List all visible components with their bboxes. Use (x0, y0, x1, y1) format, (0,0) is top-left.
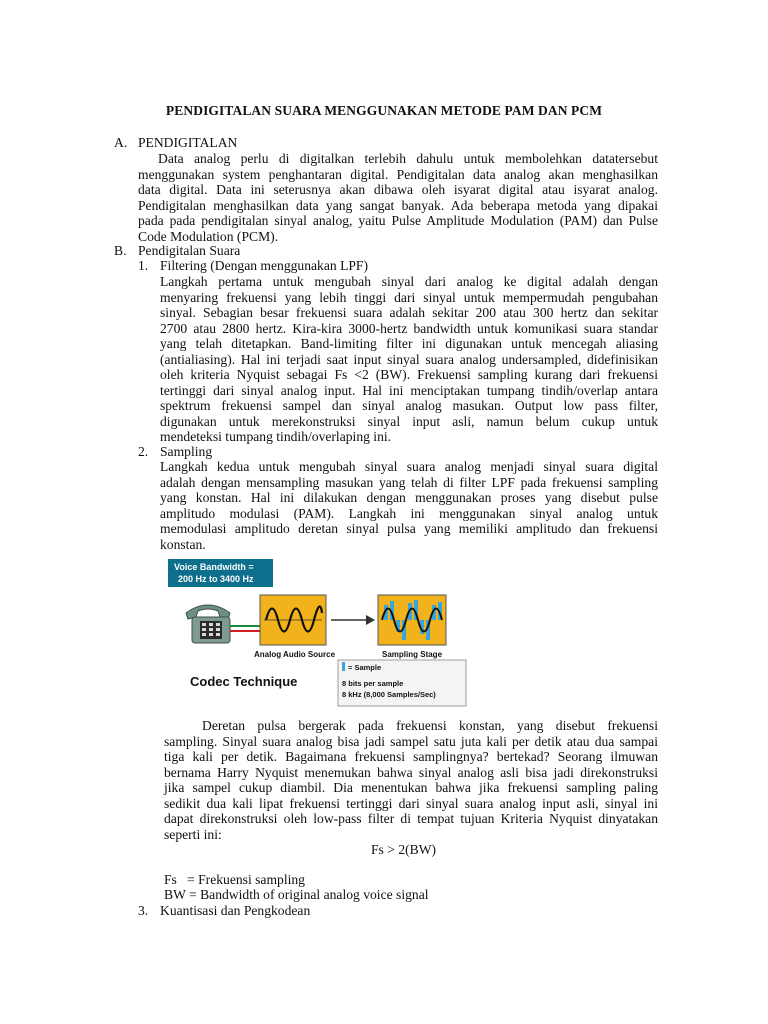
text-line: bernama Harry Nyquist menemukan bahwa sinyal analog asli bisa jadi direkonstruksi (164, 764, 658, 780)
sampling-stage-label: Sampling Stage (382, 650, 443, 659)
item-3-heading: Kuantisasi dan Pengkodean (160, 903, 311, 918)
nyquist-formula: Fs > 2(BW) (371, 842, 437, 857)
bandwidth-line1: Voice Bandwidth = (174, 562, 254, 572)
text-line: (antialiasing). Hal ini terjadi saat input sinyal suara analog undersampled, didefinisikan (160, 351, 658, 367)
text-line: jika sampel cukup diambil. Dia menentukan bahwa jika frekuensi sampling paling (164, 780, 658, 795)
text-line: seperti ini: (164, 826, 222, 842)
legend-bits: 8 bits per sample (342, 679, 404, 688)
telephone-icon (186, 605, 230, 643)
text-line: tiga kali per detik. Bagaimana frekuensi samplingnya? bertekad? Seorang ilmuwan (164, 749, 658, 764)
text-line: konstan. (160, 536, 206, 552)
bandwidth-line2: 200 Hz to 3400 Hz (178, 574, 254, 584)
analog-source-label: Analog Audio Source (254, 650, 336, 659)
section-a-marker: A. (114, 135, 128, 150)
item-1-heading: Filtering (Dengan menggunakan LPF) (160, 258, 369, 273)
text-line: sampling. Sinyal suara analog bisa jadi sampel satu juta kali per detik atau dua sampai (164, 733, 658, 749)
definition-fs: Fs = Frekuensi sampling (164, 872, 305, 887)
legend-sample: = Sample (348, 663, 382, 672)
item-1-marker: 1. (138, 258, 149, 273)
sampling-paragraph (164, 718, 658, 842)
definition-bw: BW = Bandwidth of original analog voice signal (164, 887, 429, 902)
text-line: 2700 atau 2800 hertz. Kira-kira 3000-hertz bandwidth untuk komunikasi suara standar (160, 320, 658, 336)
text-line: Code Modulation (PCM). (138, 228, 279, 244)
item-3-marker: 3. (138, 903, 149, 918)
text-line: yang konstan. Hal ini dilakukan dengan menggunakan proses yang disebut pulse (160, 490, 658, 505)
section-b-marker: B. (114, 243, 127, 258)
text-line: dapat direkonstruksi oleh low-pass filter di tempat tujuan Kriteria Nyquist dinyatakan (164, 811, 658, 826)
text-line: menggunakan system penghantaran digital. Pendigitalan data analog akan menghasilkan (138, 166, 658, 182)
text-line: sinyal. Sebagian besar frekuensi suara adalah sekitar 200 atau 300 hertz dan sekitar (160, 305, 658, 320)
text-line: Pendigitalan menghasilkan data yang sangat banyak. Ada beberapa metoda yang dipakai (138, 197, 658, 213)
text-line: memodulasi amplitudo deretan sinyal pulsa yang memiliki amplitudo dan frekuensi (160, 521, 658, 536)
arrow-right-icon (366, 615, 375, 625)
document-title: PENDIGITALAN SUARA MENGGUNAKAN METODE PAM DAN PCM (165, 103, 603, 118)
text-line: pada pada pendigitalan sinyal analog, yaitu Pulse Amplitude Modulation (PAM) dan Pulse (138, 213, 658, 228)
codec-caption: Codec Technique (190, 674, 298, 689)
item-1-paragraph (160, 274, 658, 445)
section-a-heading: PENDIGITALAN (138, 135, 238, 150)
codec-technique-figure (168, 553, 478, 708)
text-line: oleh kriteria Nyquist sebagai Fs <2 (BW). Frekuensi sampling kurang dari frekuensi (160, 367, 658, 382)
text-line: spektrum frekuensi sampel dan sinyal analog masukan. Output low pass filter, (160, 398, 658, 413)
text-line: digunakan untuk merekonstruksi sinyal input asli, namun belum cukup untuk (160, 413, 658, 429)
item-2-heading: Sampling (160, 444, 213, 459)
text-line: Langkah kedua untuk mengubah sinyal suara analog menjadi sinyal suara digital (160, 459, 658, 474)
text-line: Langkah pertama untuk mengubah sinyal dari analog ke digital adalah dengan (160, 274, 658, 289)
section-b-heading: Pendigitalan Suara (138, 243, 241, 258)
item-2-marker: 2. (138, 444, 149, 459)
text-line: data digital. Data ini seterusnya akan dibawa oleh isyarat digital atau isyarat analog. (138, 182, 658, 197)
text-line: menyaring frekuensi yang lebih tinggi dari sinyal untuk mempermudah pengubahan (160, 289, 658, 305)
legend-sample-swatch (342, 662, 345, 671)
text-line: Deretan pulsa bergerak pada frekuensi konstan, yang disebut frekuensi (202, 718, 658, 733)
text-line: Data analog perlu di digitalkan terlebih dahulu untuk membolehkan datatersebut (158, 151, 658, 166)
text-line: amplitudo modulasi (PAM). Langkah ini menggunakan sinyal analog untuk (160, 505, 658, 521)
text-line: sedikit dua kali lipat frekuensi tertinggi dari sinyal suara analog input asli, sinyal ini (164, 795, 658, 811)
legend-rate: 8 kHz (8,000 Samples/Sec) (342, 690, 436, 699)
text-line: adalah dengan mensampling masukan yang telah di filter LPF pada frekuensi sampling (160, 474, 658, 490)
text-line: yang telah ditetapkan. Band-limiting filter ini digunakan untuk mencegah aliasing (160, 336, 658, 351)
item-2-paragraph (160, 459, 658, 552)
text-line: mendeteksi tumpang tindih/overlaping ini. (160, 429, 392, 444)
codec-diagram (168, 553, 478, 708)
text-line: tertinggi dari sinyal analog input. Hal ini menciptakan tumpang tindih/overlap antara (160, 382, 658, 398)
section-a-paragraph (138, 151, 658, 244)
